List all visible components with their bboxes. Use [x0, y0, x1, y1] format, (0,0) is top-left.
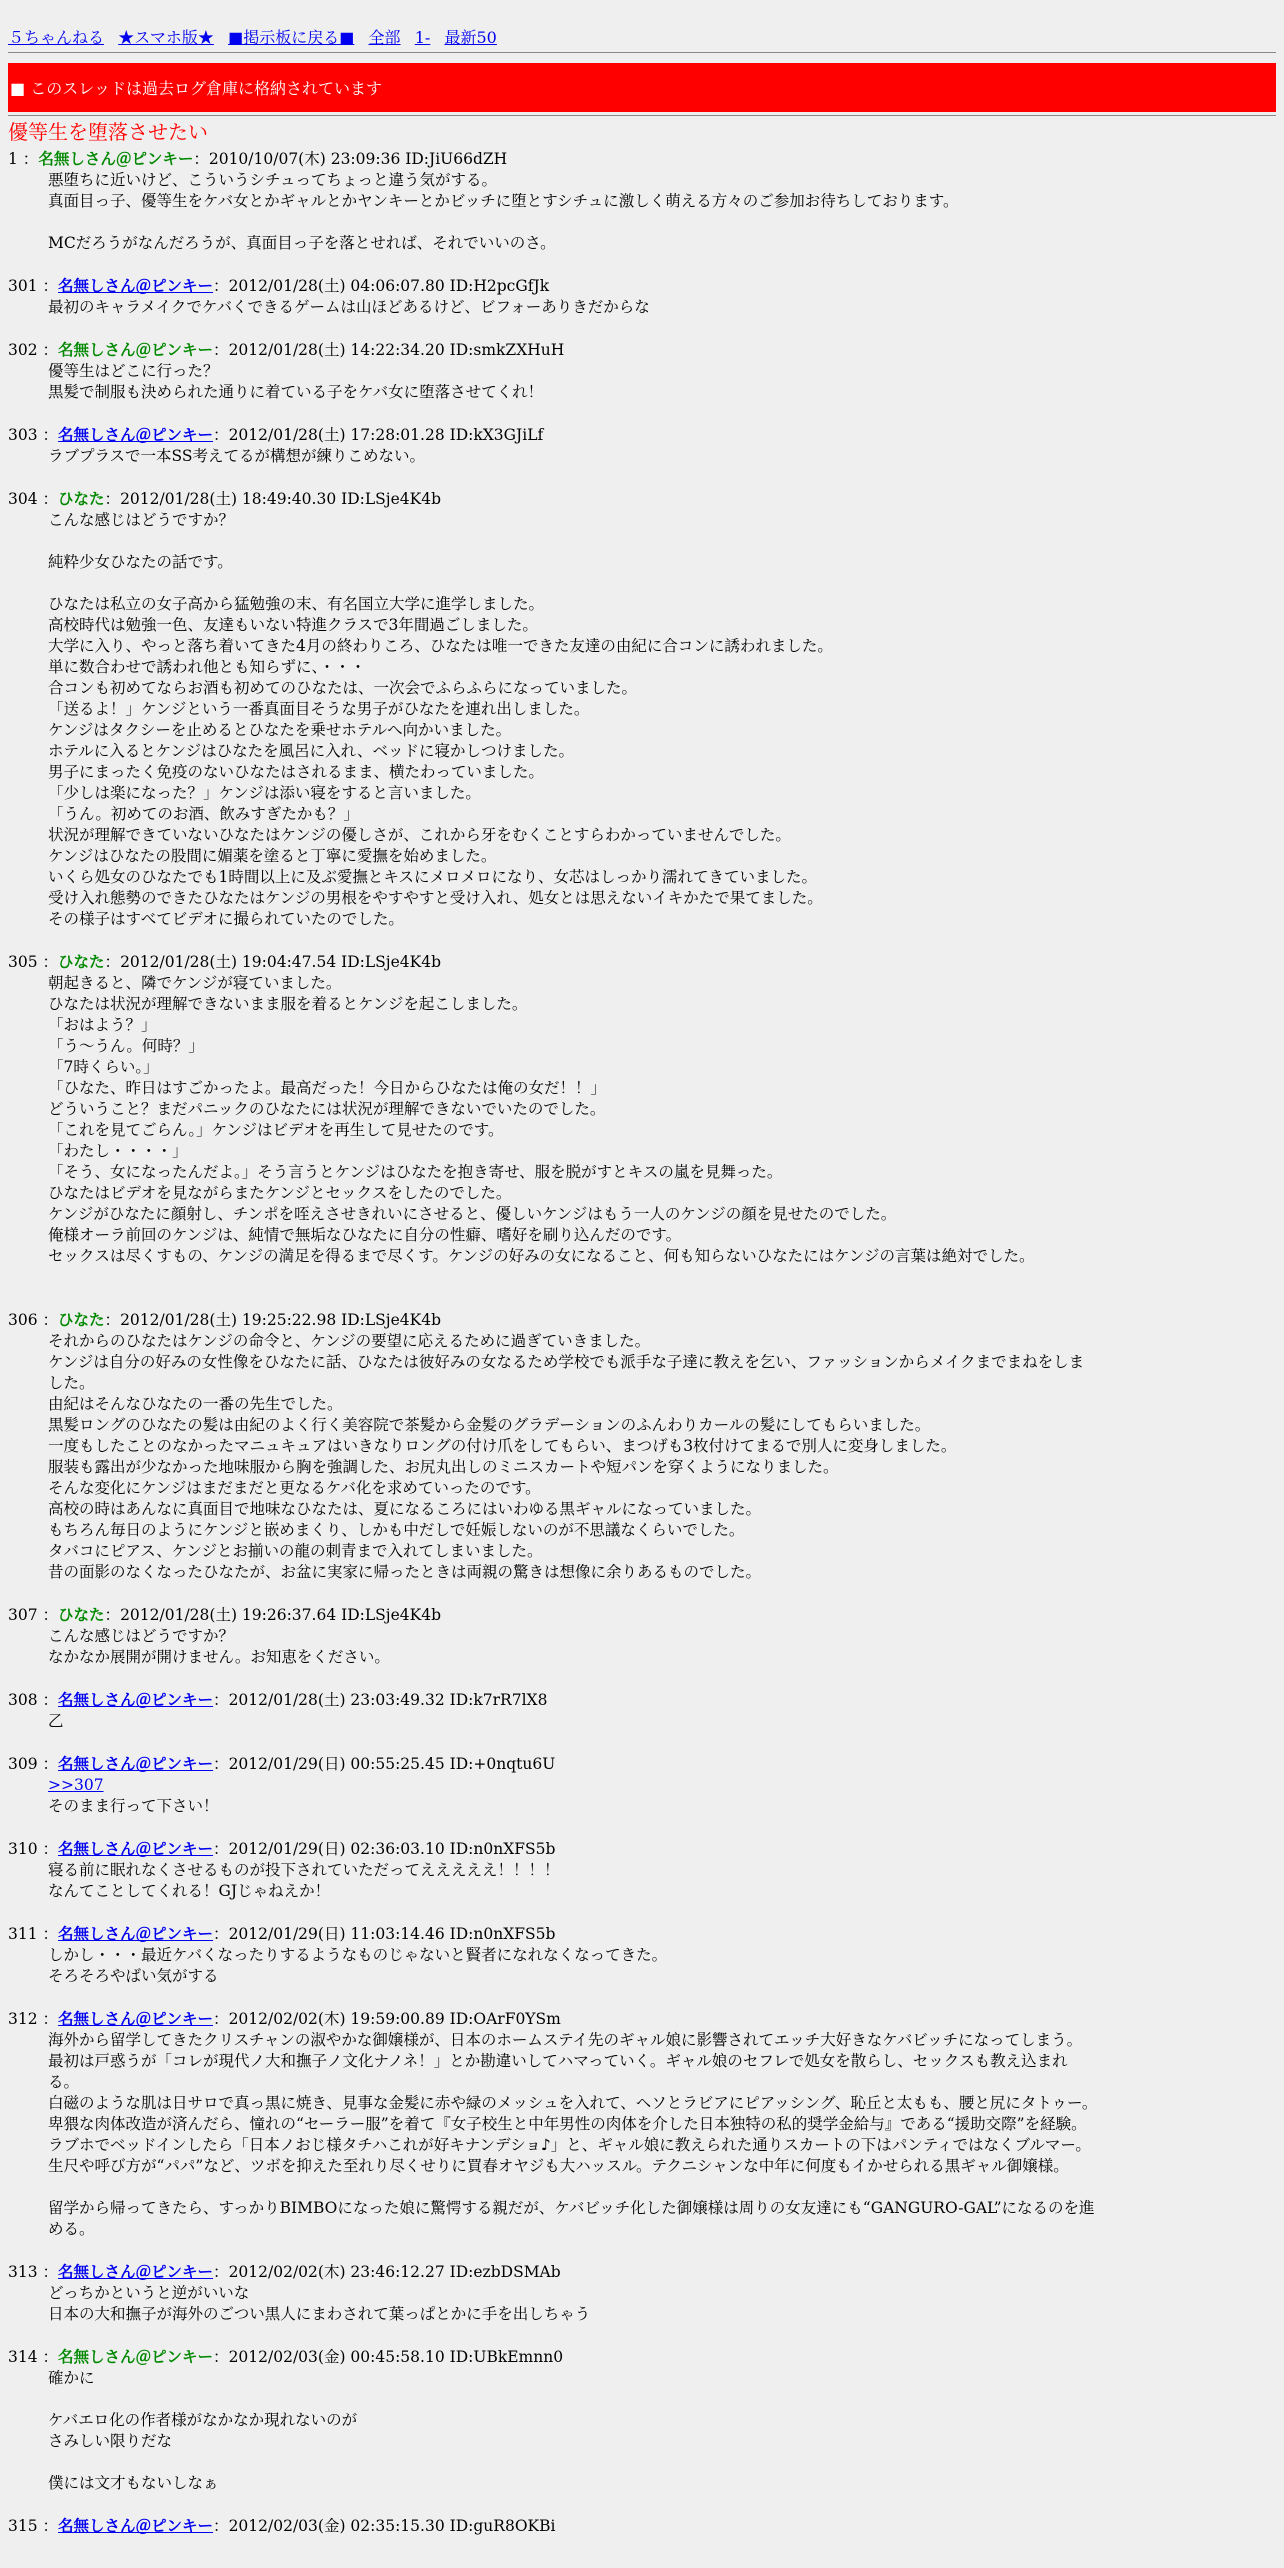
post-body: [48, 297, 1098, 318]
post-line: 「7時くらい。」: [48, 1058, 159, 1076]
post-line: ケンジはひなたの股間に媚薬を塗ると丁寧に愛撫を始めました。: [48, 847, 497, 865]
post-line: 高校時代は勉強一色、友達もいない特進クラスで3年間過ごしました。: [48, 616, 538, 634]
post-line: しかし・・・最近ケバくなったりするようなものじゃないと賢者になれなくなってきた。: [48, 1946, 668, 1964]
post-header: 305 ：ひなた：2012/01/28(土) 19:04:47.54 ID:LSje4K4b: [8, 952, 441, 971]
poster-name: 名無しさん＠ピンキー: [58, 340, 214, 359]
post-line: ケンジは自分の好みの女性像をひなたに話、ひなたは彼好みの女なるため学校でも派手な子達に教えを乞い、ファッションからメイクまでまねをしました。: [48, 1353, 1085, 1392]
post-line: 朝起きると、隣でケンジが寝ていました。: [48, 974, 342, 992]
post-line: いくら処女のひなたでも1時間以上に及ぶ愛撫とキスにメロメロになり、女芯はしっかり濡れてきていました。: [48, 868, 818, 886]
post-meta: 2012/02/02(木) 19:59:00.89 ID:OArF0YSm: [228, 2010, 561, 2028]
post-line: 悪堕ちに近いけど、こういうシチュってちょっと違う気がする。: [48, 171, 498, 189]
post-number: 303: [8, 426, 38, 444]
back-to-board-link[interactable]: ■掲示板に戻る■: [228, 28, 355, 47]
post-line: [48, 2177, 1098, 2198]
post-line: 単に数合わせで誘われ他とも知らずに、・・・: [48, 658, 366, 676]
post-line: 僕には文才もないしなぁ: [48, 2474, 219, 2492]
post-line: 黒髪ロングのひなたの髪は由紀のよく行く美容院で茶髪から金髪のグラデーションのふんわりカールの髪にしてもらいました。: [48, 1416, 931, 1434]
post-line: [48, 212, 1098, 233]
post-line: 日本の大和撫子が海外のごつい黒人にまわされて葉っぱとかに手を出しちゃう: [48, 2305, 591, 2323]
post-number: 307: [8, 1606, 38, 1624]
post-line: 「少しは楽になった？」ケンジは添い寝をすると言いました。: [48, 784, 481, 802]
reply-anchor-link[interactable]: >>307: [48, 1776, 104, 1794]
post-body: [48, 170, 1098, 254]
post-number: 301: [8, 277, 38, 295]
poster-name[interactable]: 名無しさん＠ピンキー: [58, 2262, 214, 2281]
post-line: どっちかというと逆がいいな: [48, 2284, 250, 2302]
post-line: 大学に入り、やっと落ち着いてきた4月の終わりころ、ひなたは唯一できた友達の由紀に合コンに誘われました。: [48, 637, 833, 655]
post: [8, 148, 1276, 254]
post-line: 状況が理解できていないひなたはケンジの優しさが、これから牙をむくことすらわかっていませんでした。: [48, 826, 791, 844]
post-body: [48, 1775, 1098, 1817]
post-line: そろそろやばい気がする: [48, 1967, 219, 1985]
post-line: 最初のキャラメイクでケバくできるゲームは山ほどあるけど、ビフォーありきだからな: [48, 298, 650, 316]
post-meta: 2012/02/03(金) 00:45:58.10 ID:UBkEmnn0: [228, 2348, 564, 2366]
post-line: 合コンも初めてならお酒も初めてのひなたは、一次会でふらふらになっていました。: [48, 679, 638, 697]
poster-name[interactable]: 名無しさん＠ピンキー: [58, 1754, 214, 1773]
post-number: 1: [8, 150, 18, 168]
all-posts-link[interactable]: 全部: [368, 28, 401, 47]
post-body: [48, 2368, 1098, 2494]
poster-name: ひなた: [58, 1310, 105, 1329]
post-line: 「うん。初めてのお酒、飲みすぎたかも？」: [48, 805, 359, 823]
post-line: 「う～うん。何時？」: [48, 1037, 204, 1055]
post-meta: 2012/02/02(木) 23:46:12.27 ID:ezbDSMAb: [228, 2263, 561, 2281]
post-meta: 2010/10/07(木) 23:09:36 ID:JiU66dZH: [208, 150, 508, 168]
archived-notice-banner: ■ このスレッドは過去ログ倉庫に格納されています: [8, 63, 1276, 112]
post-meta: 2012/01/28(土) 14:22:34.20 ID:smkZXHuH: [228, 341, 565, 359]
post-number: 314: [8, 2348, 38, 2366]
post-line: [48, 2389, 1098, 2410]
post-line: [48, 2452, 1098, 2473]
post-line: 海外から留学してきたクリスチャンの淑やかな御嬢様が、日本のホームステイ先のギャル娘に影響されてエッチ大好きなケバビッチになってしまう。: [48, 2031, 1083, 2049]
post-line: [48, 1267, 1098, 1288]
post-line: 「おはよう？」: [48, 1016, 157, 1034]
post-line: タバコにピアス、ケンジとお揃いの龍の刺青まで入れてしまいました。: [48, 1542, 543, 1560]
post-header: 308 ：名無しさん＠ピンキー：2012/01/28(土) 23:03:49.32 ID:k7rR7lX8: [8, 1690, 548, 1709]
post: [8, 1604, 1276, 1668]
post-body: [48, 1945, 1098, 1987]
poster-name: 名無しさん＠ピンキー: [38, 149, 194, 168]
post: [8, 2008, 1276, 2240]
post-header: 1 ：名無しさん＠ピンキー：2010/10/07(木) 23:09:36 ID:JiU66dZH: [8, 149, 508, 168]
post-line: 留学から帰ってきたら、すっかりBIMBOになった娘に驚愕する親だが、ケバビッチ化した御嬢様は周りの女友達にも“GANGURO-GAL”になるのを進める。: [48, 2199, 1095, 2238]
post-line: そんな変化にケンジはまだまだと更なるケバ化を求めていったのです。: [48, 1479, 541, 1497]
post-number: 306: [8, 1311, 38, 1329]
divider: [8, 52, 1276, 53]
post-number: 305: [8, 953, 38, 971]
post-line: 俺様オーラ前回のケンジは、純情で無垢なひなたに自分の性癖、嗜好を刷り込んだのです。: [48, 1226, 682, 1244]
post-line: こんな感じはどうですか？: [48, 1627, 235, 1645]
post-body: [48, 2030, 1098, 2240]
poster-name: ひなた: [58, 1605, 105, 1624]
poster-name: ひなた: [58, 952, 105, 971]
post-line: その様子はすべてビデオに撮られていたのでした。: [48, 910, 404, 928]
post: [8, 275, 1276, 318]
post: [8, 2346, 1276, 2494]
post-number: 304: [8, 490, 38, 508]
post-line: なんてことしてくれる！GJじゃねえか！: [48, 1882, 331, 1900]
post-line: 黒髪で制服も決められた通りに着ている子をケバ女に堕落させてくれ！: [48, 383, 544, 401]
first-posts-link[interactable]: 1-: [414, 28, 431, 47]
post-line: それからのひなたはケンジの命令と、ケンジの要望に応えるために過ぎていきました。: [48, 1332, 651, 1350]
post-header: 307 ：ひなた：2012/01/28(土) 19:26:37.64 ID:LSje4K4b: [8, 1605, 441, 1624]
post-body: [48, 1711, 1098, 1732]
mobile-version-link[interactable]: ★スマホ版★: [118, 28, 214, 47]
post-line: 一度もしたことのなかったマニュキュアはいきなりロングの付け爪をしてもらい、まつげも3枚付けてまるで別人に変身しました。: [48, 1437, 957, 1455]
post-meta: 2012/01/28(土) 18:49:40.30 ID:LSje4K4b: [120, 490, 441, 508]
post-line: なかなか展開が開けません。お知恵をください。: [48, 1648, 390, 1666]
post-body: [48, 361, 1098, 403]
post-body: [48, 2283, 1098, 2325]
poster-name[interactable]: 名無しさん＠ピンキー: [58, 425, 214, 444]
post-line: 高校の時はあんなに真面目で地味なひなたは、夏になるころにはいわゆる黒ギャルになっていました。: [48, 1500, 762, 1518]
post-line: 受け入れ態勢のできたひなたはケンジの男根をやすやすと受け入れ、処女とは思えないイキかたで果てました。: [48, 889, 823, 907]
post: [8, 488, 1276, 930]
site-home-link[interactable]: ５ちゃんねる: [8, 28, 105, 47]
post: [8, 2515, 1276, 2537]
post: [8, 424, 1276, 467]
latest-50-link[interactable]: 最新50: [444, 28, 497, 47]
post: [8, 1923, 1276, 1987]
post: [8, 951, 1276, 1288]
poster-name[interactable]: 名無しさん＠ピンキー: [58, 2009, 214, 2028]
post: [8, 1838, 1276, 1902]
post-line: ラブプラスで一本SS考えてるが構想が練りこめない。: [48, 447, 426, 465]
post-header: 314 ：名無しさん＠ピンキー：2012/02/03(金) 00:45:58.10 ID:UBkEmnn0: [8, 2347, 564, 2366]
post-number: 311: [8, 1925, 38, 1943]
post-header: 313 ：名無しさん＠ピンキー：2012/02/02(木) 23:46:12.27 ID:ezbDSMAb: [8, 2262, 561, 2281]
poster-name: ひなた: [58, 489, 105, 508]
post-meta: 2012/01/29(日) 00:55:25.45 ID:+0nqtu6U: [228, 1755, 556, 1773]
post-line: どういうこと？まだパニックのひなたには状況が理解できないでいたのでした。: [48, 1100, 606, 1118]
post-header: 301 ：名無しさん＠ピンキー：2012/01/28(土) 04:06:07.80 ID:H2pcGfJk: [8, 276, 550, 295]
post-meta: 2012/01/29(日) 02:36:03.10 ID:n0nXFS5b: [228, 1840, 556, 1858]
divider: [8, 115, 1276, 116]
post: [8, 339, 1276, 403]
post-header: 315 ：名無しさん＠ピンキー：2012/02/03(金) 02:35:15.30 ID:guR8OKBi: [8, 2516, 556, 2535]
post-line: 確かに: [48, 2369, 95, 2387]
post-number: 309: [8, 1755, 38, 1773]
poster-name[interactable]: 名無しさん＠ピンキー: [58, 276, 214, 295]
post-meta: 2012/01/28(土) 19:04:47.54 ID:LSje4K4b: [120, 953, 441, 971]
post-meta: 2012/01/28(土) 23:03:49.32 ID:k7rR7lX8: [228, 1691, 548, 1709]
post-line: [48, 573, 1098, 594]
post-body: [48, 1331, 1098, 1583]
post-meta: 2012/01/28(土) 19:26:37.64 ID:LSje4K4b: [120, 1606, 441, 1624]
post-line: ホテルに入るとケンジはひなたを風呂に入れ、ベッドに寝かしつけました。: [48, 742, 574, 760]
post-line: 「そう、女になったんだよ。」そう言うとケンジはひなたを抱き寄せ、服を脱がすとキスの嵐を見舞った。: [48, 1163, 783, 1181]
post-body: [48, 973, 1098, 1288]
post-line: 「送るよ！」ケンジという一番真面目そうな男子がひなたを連れ出しました。: [48, 700, 590, 718]
post-line: 「これを見てごらん。」ケンジはビデオを再生して見せたのです。: [48, 1121, 504, 1139]
post-meta: 2012/01/28(土) 19:25:22.98 ID:LSje4K4b: [120, 1311, 441, 1329]
post-header: 312 ：名無しさん＠ピンキー：2012/02/02(木) 19:59:00.89 ID:OArF0YSm: [8, 2009, 561, 2028]
post-line: 「ひなた、昨日はすごかったよ。最高だった！今日からひなたは俺の女だ！！」: [48, 1079, 607, 1097]
post: [8, 2261, 1276, 2325]
post: [8, 1753, 1276, 1817]
post-header: 311 ：名無しさん＠ピンキー：2012/01/29(日) 11:03:14.46 ID:n0nXFS5b: [8, 1924, 556, 1943]
post-line: セックスは尽くすもの、ケンジの満足を得るまで尽くす。ケンジの好みの女になること、何も知らないひなたにはケンジの言葉は絶対でした。: [48, 1247, 1035, 1265]
post-number: 310: [8, 1840, 38, 1858]
post-header: 303 ：名無しさん＠ピンキー：2012/01/28(土) 17:28:01.28 ID:kX3GJiLf: [8, 425, 544, 444]
post-header: 306 ：ひなた：2012/01/28(土) 19:25:22.98 ID:LSje4K4b: [8, 1310, 441, 1329]
post-line: 乙: [48, 1712, 64, 1730]
post-number: 308: [8, 1691, 38, 1709]
post-line: 純粋少女ひなたの話です。: [48, 553, 233, 571]
post-line: ケンジがひなたに顔射し、チンポを咥えさせきれいにさせると、優しいケンジはもう一人のケンジの顔を見せたのでした。: [48, 1205, 897, 1223]
post-line: 生尺や呼び方が“パパ”など、ツボを抑えた至れり尽くせりに買春オヤジも大ハッスル。テクニシャンな中年に何度もイかせられる黒ギャル御嬢様。: [48, 2157, 1069, 2175]
post-line: 卑猥な肉体改造が済んだら、憧れの“セーラー服”を着て『女子校生と中年男性の肉体を介した日本独特の私的奨学金給与』である“援助交際”を経験。: [48, 2115, 1087, 2133]
post-number: 313: [8, 2263, 38, 2281]
post-body: [48, 1860, 1098, 1902]
post-line: もちろん毎日のようにケンジと嵌めまくり、しかも中だしで妊娠しないのが不思議なくらいでした。: [48, 1521, 745, 1539]
post-line: そのまま行って下さい！: [48, 1797, 219, 1815]
post-line: さみしい限りだな: [48, 2432, 173, 2450]
post-header: 302 ：名無しさん＠ピンキー：2012/01/28(土) 14:22:34.20 ID:smkZXHuH: [8, 340, 565, 359]
post-line: ひなたは状況が理解できないまま服を着るとケンジを起こしました。: [48, 995, 528, 1013]
post-body: [48, 1626, 1098, 1668]
post: [8, 1689, 1276, 1732]
post-line: 真面目っ子、優等生をケバ女とかギャルとかヤンキーとかビッチに堕とすシチュに激しく萌える方々のご参加お待ちしております。: [48, 192, 959, 210]
post-number: 315: [8, 2517, 38, 2535]
post-line: 服装も露出が少なかった地味服から胸を強調した、お尻丸出しのミニスカートや短パンを穿くようになりました。: [48, 1458, 839, 1476]
top-nav: [8, 0, 1276, 48]
post-meta: 2012/01/28(土) 04:06:07.80 ID:H2pcGfJk: [228, 277, 550, 295]
poster-name: 名無しさん＠ピンキー: [58, 2347, 214, 2366]
post-number: 312: [8, 2010, 38, 2028]
post: [8, 1309, 1276, 1583]
post-line: ケバエロ化の作者様がなかなか現れないのが: [48, 2411, 358, 2429]
post-line: ひなたは私立の女子高から猛勉強の末、有名国立大学に進学しました。: [48, 595, 545, 613]
post-line: こんな感じはどうですか？: [48, 511, 235, 529]
post-line: MCだろうがなんだろうが、真面目っ子を落とせれば、それでいいのさ。: [48, 234, 556, 252]
poster-name[interactable]: 名無しさん＠ピンキー: [58, 1839, 214, 1858]
post-line: 最初は戸惑うが「コレが現代ノ大和撫子ノ文化ナノネ！」とか勘違いしてハマっていく。ギャル娘のセフレで処女を散らし、セックスも教え込まれる。: [48, 2052, 1068, 2091]
post-list: [8, 148, 1276, 2537]
post-header: 304 ：ひなた：2012/01/28(土) 18:49:40.30 ID:LSje4K4b: [8, 489, 441, 508]
thread-title: 優等生を堕落させたい: [8, 120, 208, 144]
post-meta: 2012/01/29(日) 11:03:14.46 ID:n0nXFS5b: [228, 1925, 556, 1943]
poster-name[interactable]: 名無しさん＠ピンキー: [58, 1924, 214, 1943]
post-line: 由紀はそんなひなたの一番の先生でした。: [48, 1395, 343, 1413]
post-line: 寝る前に眠れなくさせるものが投下されていただってえええええ！！！！: [48, 1861, 560, 1879]
post-line: 昔の面影のなくなったひなたが、お盆に実家に帰ったときは両親の驚きは想像に余りあるものでした。: [48, 1563, 762, 1581]
post-body: [48, 446, 1098, 467]
post-line: 優等生はどこに行った？: [48, 362, 219, 380]
post-meta: 2012/01/28(土) 17:28:01.28 ID:kX3GJiLf: [228, 426, 544, 444]
poster-name[interactable]: 名無しさん＠ピンキー: [58, 2516, 214, 2535]
post-header: 310 ：名無しさん＠ピンキー：2012/01/29(日) 02:36:03.10 ID:n0nXFS5b: [8, 1839, 556, 1858]
post-line: 「わたし・・・・」: [48, 1142, 188, 1160]
post-line: 白磁のような肌は日サロで真っ黒に焼き、見事な金髪に赤や緑のメッシュを入れて、ヘソとラビアにピアッシング、恥丘と太もも、腰と尻にタトゥー。: [48, 2094, 1098, 2112]
post-line: [48, 531, 1098, 552]
post-line: ひなたはビデオを見ながらまたケンジとセックスをしたのでした。: [48, 1184, 512, 1202]
post-line: ケンジはタクシーを止めるとひなたを乗せホテルへ向かいました。: [48, 721, 512, 739]
post-number: 302: [8, 341, 38, 359]
post-body: [48, 510, 1098, 930]
poster-name[interactable]: 名無しさん＠ピンキー: [58, 1690, 214, 1709]
post-line: ラブホでベッドインしたら「日本ノおじ様タチハこれが好キナンデショ♪」と、ギャル娘に教えられた通りスカートの下はパンティではなくブルマー。: [48, 2136, 1091, 2154]
post-line: 男子にまったく免疫のないひなたはされるまま、横たわっていました。: [48, 763, 544, 781]
post-meta: 2012/02/03(金) 02:35:15.30 ID:guR8OKBi: [228, 2517, 556, 2535]
post-header: 309 ：名無しさん＠ピンキー：2012/01/29(日) 00:55:25.45 ID:+0nqtu6U: [8, 1754, 556, 1773]
